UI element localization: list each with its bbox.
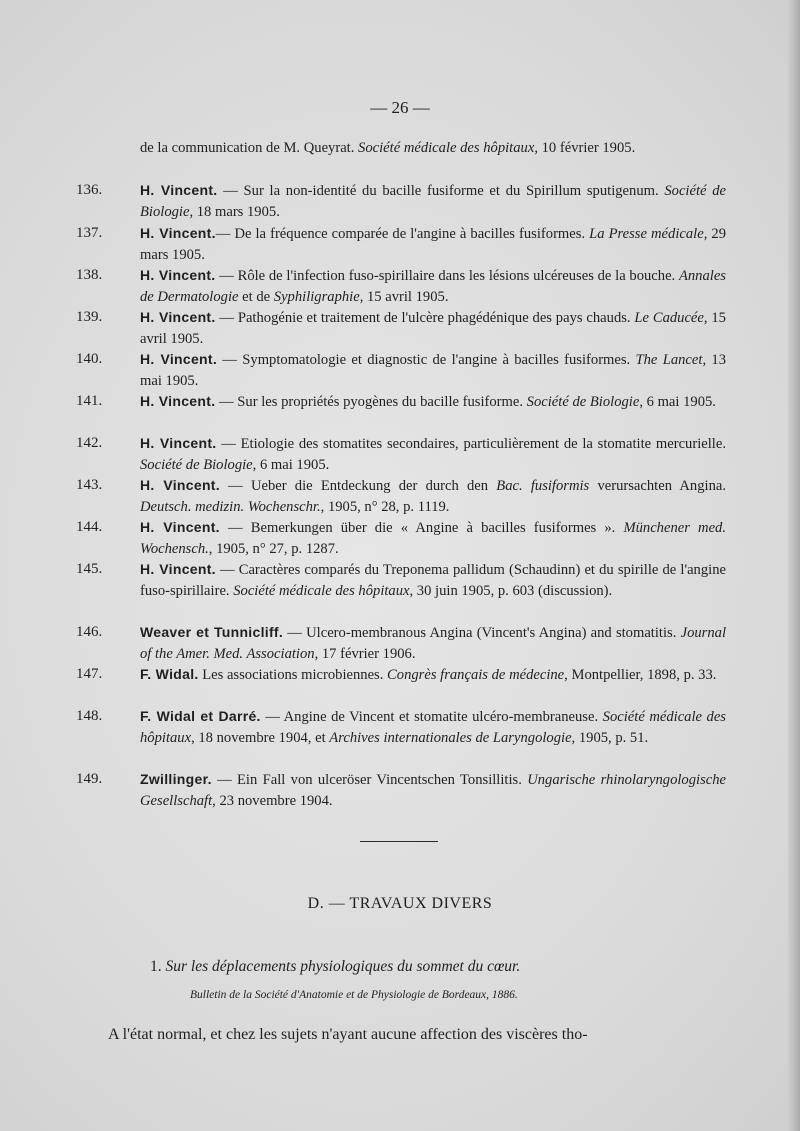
reference-text: — De la fréquence comparée de l'angine à bacilles fusiformes. [215, 226, 590, 242]
reference-text: , 1905, n° 27, p. 1287. [208, 541, 339, 557]
page-edge-shadow [788, 0, 800, 1131]
reference-text: — Etiologie des stomatites secondaires, particulièrement de la stomatite mercurielle. [216, 436, 726, 452]
reference-journal: Archives internationales de Laryngologie [329, 730, 572, 746]
reference-journal: Société de Biologie [140, 457, 253, 473]
reference-text: — Ueber die Entdeckung der durch den [219, 478, 497, 494]
reference-journal: Société de Biologie [526, 394, 640, 410]
reference-author: H. Vincent. [140, 225, 216, 241]
reference-number: 144. [76, 519, 103, 535]
reference-journal: La Presse médicale [589, 226, 704, 242]
reference-text: — Sur la non-identité du bacille fusiforme et du Spirillum sputigenum. [217, 183, 665, 199]
reference-entry [0, 180, 726, 223]
reference-text: , 13 mai 1905. [140, 352, 726, 389]
reference-author: H. Vincent. [140, 561, 216, 577]
reference-entry [0, 559, 726, 602]
section-title: D. — TRAVAUX DIVERS [307, 895, 493, 912]
reference-author: H. Vincent. [140, 309, 216, 325]
reference-journal: Annales de Dermatologie [140, 268, 726, 305]
reference-text: , 6 mai 1905. [252, 457, 330, 473]
reference-text: , 1905, p. 51. [571, 730, 649, 746]
reference-number: 149. [76, 771, 103, 787]
reference-text: — Caractères comparés du Treponema pallidum (Schaudinn) et du spirille de l'angine fuso-spirillaire. [140, 562, 726, 599]
reference-number: 139. [76, 309, 103, 325]
reference-entry [0, 349, 726, 392]
reference-journal: Deutsch. medizin. Wochenschr. [140, 499, 321, 515]
reference-journal: Congrès français de médecine [387, 667, 565, 683]
reference-entry [0, 706, 726, 749]
reference-entry [0, 622, 726, 665]
reference-author: H. Vincent. [140, 477, 220, 493]
reference-text: , 15 avril 1905. [359, 289, 449, 305]
reference-entry [0, 265, 726, 308]
reference-text: — Angine de Vincent et stomatite ulcéro-membraneuse. [260, 709, 603, 725]
reference-text: — Pathogénie et traitement de l'ulcère phagédénique des pays chauds. [215, 310, 635, 326]
reference-text: , 18 novembre 1904, et [191, 730, 330, 746]
reference-entry [0, 769, 726, 812]
section-divider [360, 841, 438, 842]
reference-number: 146. [76, 624, 103, 640]
reference-number: 137. [76, 225, 103, 241]
reference-author: H. Vincent. [140, 182, 218, 198]
reference-text: , 15 avril 1905. [140, 310, 726, 347]
item-body: A l'état normal, et chez les sujets n'ayant aucune affection des viscères tho- [108, 1026, 588, 1043]
reference-entry [0, 433, 726, 476]
item-title-text: Sur les déplacements physiologiques du sommet du cœur. [165, 958, 521, 975]
reference-number: 145. [76, 561, 103, 577]
reference-text: — Ulcero-membranous Angina (Vincent's Angina) and stomatitis. [283, 625, 681, 641]
reference-journal: Münchener med. Wochensch. [140, 520, 726, 557]
reference-journal: Société médicale des hôpitaux [233, 583, 410, 599]
reference-author: Weaver et Tunnicliff. [140, 624, 284, 640]
reference-entry [0, 223, 726, 266]
reference-journal: Syphiligraphie [273, 289, 360, 305]
reference-journal: Ungarische rhinolaryngologische Gesellschaft [140, 772, 727, 809]
reference-text: , 29 mars 1905. [140, 226, 726, 263]
item-number: 1. [150, 958, 162, 975]
reference-text: , Montpellier, 1898, p. 33. [564, 667, 717, 683]
reference-journal: Bac. fusiformis [496, 478, 590, 494]
page-number: — 26 — [370, 98, 430, 117]
reference-text: , 6 mai 1905. [639, 394, 716, 410]
reference-entry [0, 517, 726, 560]
reference-text: , 23 novembre 1904. [212, 793, 333, 809]
reference-number: 143. [76, 477, 103, 493]
reference-number: 138. [76, 267, 103, 283]
reference-text: verursachten Angina. [589, 478, 726, 494]
reference-text: — Symptomatologie et diagnostic de l'angine à bacilles fusiformes. [217, 352, 636, 368]
item-title [150, 958, 770, 976]
reference-text: , 18 mars 1905. [189, 204, 280, 220]
reference-journal: Société médicale des hôpitaux [358, 140, 535, 156]
reference-entry [0, 664, 726, 686]
reference-author: F. Widal. [140, 666, 199, 682]
reference-text: Les associations microbiennes. [198, 667, 388, 683]
reference-author: H. Vincent. [140, 393, 216, 409]
reference-text: , 1905, n° 28, p. 1119. [320, 499, 450, 515]
reference-text: , 30 juin 1905, p. 603 (discussion). [409, 583, 613, 599]
item-source: Bulletin de la Société d'Anatomie et de Physiologie de Bordeaux, 1886. [190, 989, 518, 1001]
reference-journal: Le Caducée [634, 310, 704, 326]
reference-author: H. Vincent. [140, 351, 218, 367]
reference-author: Zwillinger. [140, 771, 212, 787]
reference-number: 147. [76, 666, 103, 682]
reference-text: de la communication de M. Queyrat. [140, 140, 359, 156]
reference-entry [0, 475, 726, 518]
reference-text: , 17 février 1906. [314, 646, 416, 662]
reference-number: 142. [76, 435, 103, 451]
reference-journal: Société de Biologie [140, 183, 726, 220]
reference-journal: Journal of the Amer. Med. Association [140, 625, 726, 662]
reference-number: 140. [76, 351, 103, 367]
reference-text: et de [238, 289, 274, 305]
reference-author: H. Vincent. [140, 267, 216, 283]
reference-text: — Sur les propriétés pyogènes du bacille fusiforme. [215, 394, 527, 410]
reference-author: F. Widal et Darré. [140, 708, 261, 724]
reference-author: H. Vincent. [140, 435, 217, 451]
reference-number: 136. [76, 182, 103, 198]
reference-text: , 10 février 1905. [534, 140, 636, 156]
reference-text: — Rôle de l'infection fuso-spirillaire dans les lésions ulcéreuses de la bouche. [215, 268, 679, 284]
reference-entry [0, 138, 726, 159]
reference-journal: Société médicale des hôpitaux [140, 709, 726, 746]
reference-entry [0, 391, 726, 413]
reference-author: H. Vincent. [140, 519, 220, 535]
reference-text: — Bemerkungen über die « Angine à bacilles fusiformes ». [219, 520, 624, 536]
reference-number: 148. [76, 708, 103, 724]
reference-entry [0, 307, 726, 350]
reference-text: — Ein Fall von ulceröser Vincentschen Tonsillitis. [211, 772, 528, 788]
reference-number: 141. [76, 393, 103, 409]
reference-journal: The Lancet [635, 352, 703, 368]
